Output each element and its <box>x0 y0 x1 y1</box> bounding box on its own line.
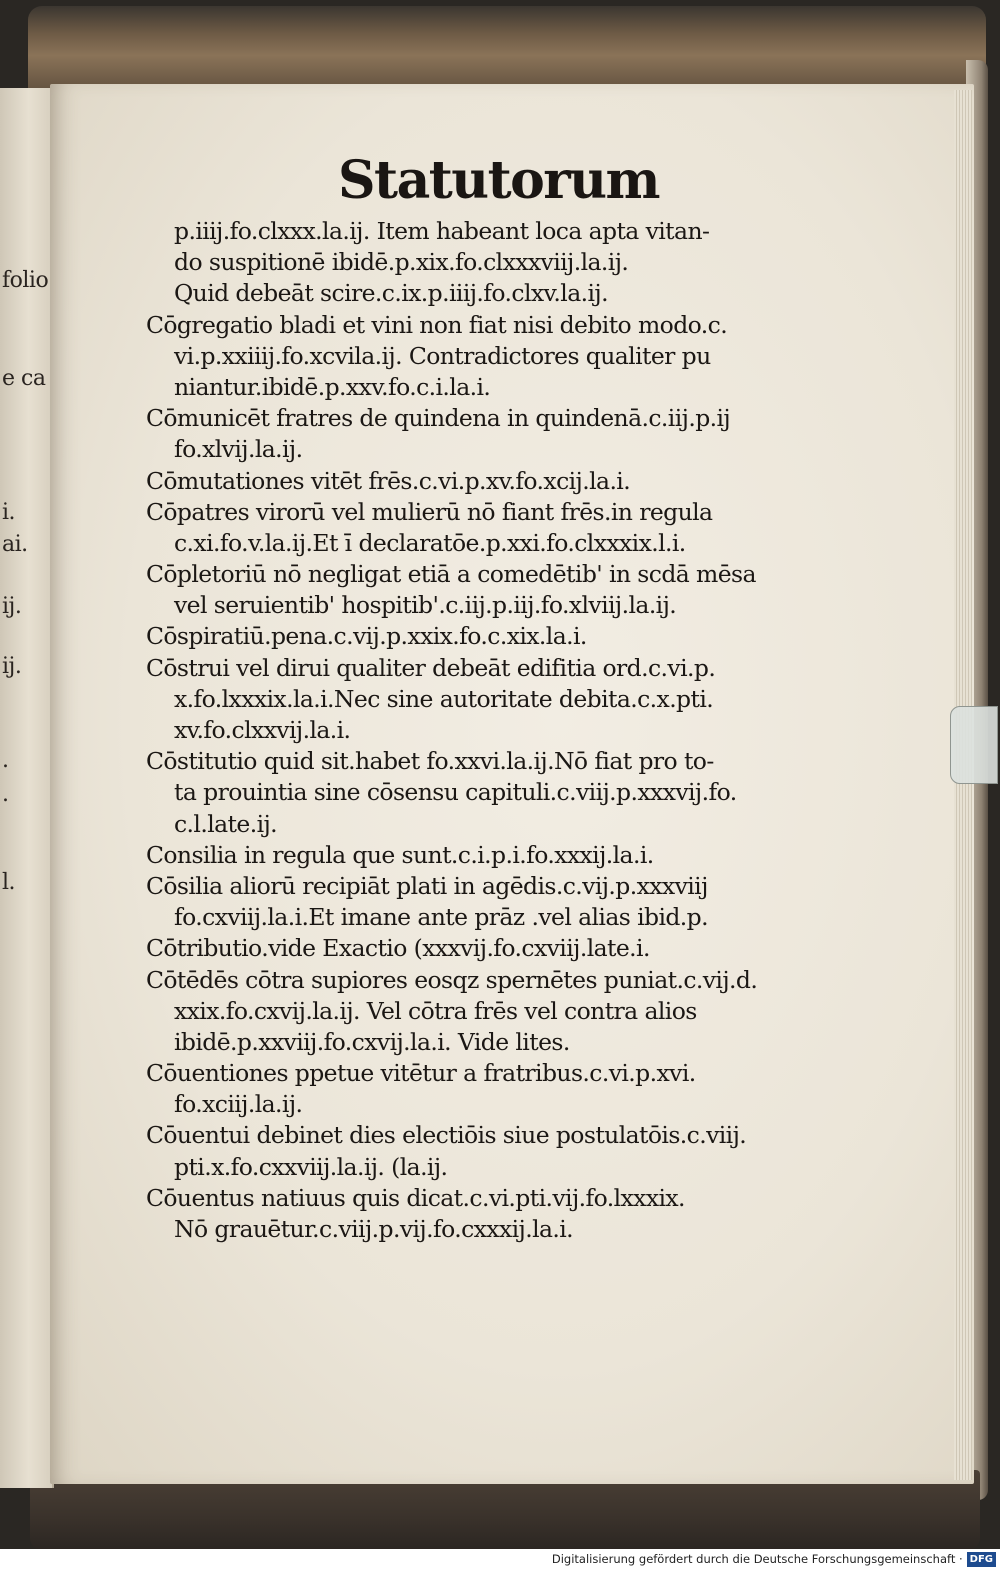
index-continuation-line: fo.xlvij.la.ij. <box>174 435 303 464</box>
index-continuation-line: fo.cxviij.la.i.Et imane ante prāz .vel alias ibid.p. <box>174 903 708 932</box>
index-continuation-line: niantur.ibidē.p.xxv.fo.c.i.la.i. <box>174 372 491 401</box>
left-page-fragment: e ca <box>2 366 46 391</box>
index-continuation-line: Quid debeāt scire.c.ix.p.iiij.fo.clxv.la.ij. <box>174 279 608 308</box>
footer-credit: Digitalisierung gefördert durch die Deutsche Forschungsgemeinschaft · <box>551 1552 963 1566</box>
index-continuation-line: Nō grauētur.c.viij.p.vij.fo.cxxxij.la.i. <box>174 1215 574 1243</box>
index-continuation-line: ta prouintia sine cōsensu capituli.c.viij.p.xxxvij.fo. <box>174 778 737 807</box>
index-entry-line: Cōuentus natiuus quis dicat.c.vi.pti.vij.fo.lxxxix. <box>146 1183 685 1212</box>
dfg-logo: DFG <box>967 1552 996 1567</box>
left-page-fragment: i. <box>2 500 16 525</box>
index-entry-line: Cōmutationes vitēt frēs.c.vi.p.xv.fo.xcij.la.i. <box>146 466 631 495</box>
left-page-fragment: l. <box>2 870 16 895</box>
index-continuation-line: p.iiij.fo.clxxx.la.ij. Item habeant loca apta vitan- <box>174 217 710 245</box>
page-edges <box>954 90 972 1480</box>
index-continuation-line: vi.p.xxiiij.fo.xcvila.ij. Contradictores qualiter pu <box>174 341 711 370</box>
index-entry-line: Cōpletoriū nō negligat etiā a comedētib' in scdā mēsa <box>146 560 756 589</box>
index-continuation-line: pti.x.fo.cxxviij.la.ij. (la.ij. <box>174 1152 448 1181</box>
index-entry-line: Cōsilia aliorū recipiāt plati in agēdis.c.vij.p.xxxviij <box>146 871 708 900</box>
index-entry-line: Cōgregatio bladi et vini non fiat nisi debito modo.c. <box>146 310 728 339</box>
index-text-block <box>146 216 806 1245</box>
digitization-footer <box>0 1549 1000 1570</box>
left-page-fragment: ai. <box>2 532 28 557</box>
index-entry-line: Cōuentui debinet dies electiōis siue postulatōis.c.viij. <box>146 1121 747 1150</box>
left-page-fragment: ij. <box>2 594 22 619</box>
index-continuation-line: vel seruientib' hospitib'.c.iij.p.iij.fo.xlviij.la.ij. <box>174 591 677 620</box>
index-entry-line: Cōtributio.vide Exactio (xxxvij.fo.cxviij.late.i. <box>146 934 650 963</box>
index-entry-line: Consilia in regula que sunt.c.i.p.i.fo.xxxij.la.i. <box>146 840 654 869</box>
left-facing-page <box>0 88 54 1488</box>
index-entry-line: Cōstitutio quid sit.habet fo.xxvi.la.ij.Nō fiat pro to- <box>146 747 714 776</box>
index-continuation-line: c.xi.fo.v.la.ij.Et ī declaratōe.p.xxi.fo.clxxxix.l.i. <box>174 528 686 557</box>
index-entry-line: Cōspiratiū.pena.c.vij.p.xxix.fo.c.xix.la.i. <box>146 622 587 651</box>
index-continuation-line: ibidē.p.xxviij.fo.cxvij.la.i. Vide lites. <box>174 1027 570 1056</box>
left-page-fragment: . <box>2 782 9 807</box>
index-continuation-line: c.l.late.ij. <box>174 809 278 838</box>
index-entry-line: Cōtēdēs cōtra supiores eosqz spernētes puniat.c.vij.d. <box>146 965 758 994</box>
running-head: Statutorum <box>338 150 660 211</box>
index-entry-line: Cōuentiones ppetue vitētur a fratribus.c.vi.p.xvi. <box>146 1059 696 1088</box>
index-continuation-line: xxix.fo.cxvij.la.ij. Vel cōtra frēs vel contra alios <box>174 996 697 1025</box>
index-continuation-line: xv.fo.clxxvij.la.i. <box>174 716 351 744</box>
book-binding-top <box>28 6 986 96</box>
index-entry-line: Cōstrui vel dirui qualiter debeāt edifitia ord.c.vi.p. <box>146 653 716 682</box>
index-entry-line: Cōpatres virorū vel mulierū nō fiant frēs.in regula <box>146 497 713 526</box>
index-continuation-line: do suspitionē ibidē.p.xix.fo.clxxxviij.la.ij. <box>174 248 629 277</box>
page-tab-marker <box>950 706 998 784</box>
left-page-fragment: . <box>2 748 9 773</box>
left-page-fragment: ij. <box>2 654 22 679</box>
left-page-fragment: folio <box>2 268 49 293</box>
index-entry-line: Cōmunicēt fratres de quindena in quindenā.c.iij.p.ij <box>146 404 731 433</box>
index-continuation-line: fo.xciij.la.ij. <box>174 1090 303 1119</box>
index-continuation-line: x.fo.lxxxix.la.i.Nec sine autoritate debita.c.x.pti. <box>174 684 714 713</box>
